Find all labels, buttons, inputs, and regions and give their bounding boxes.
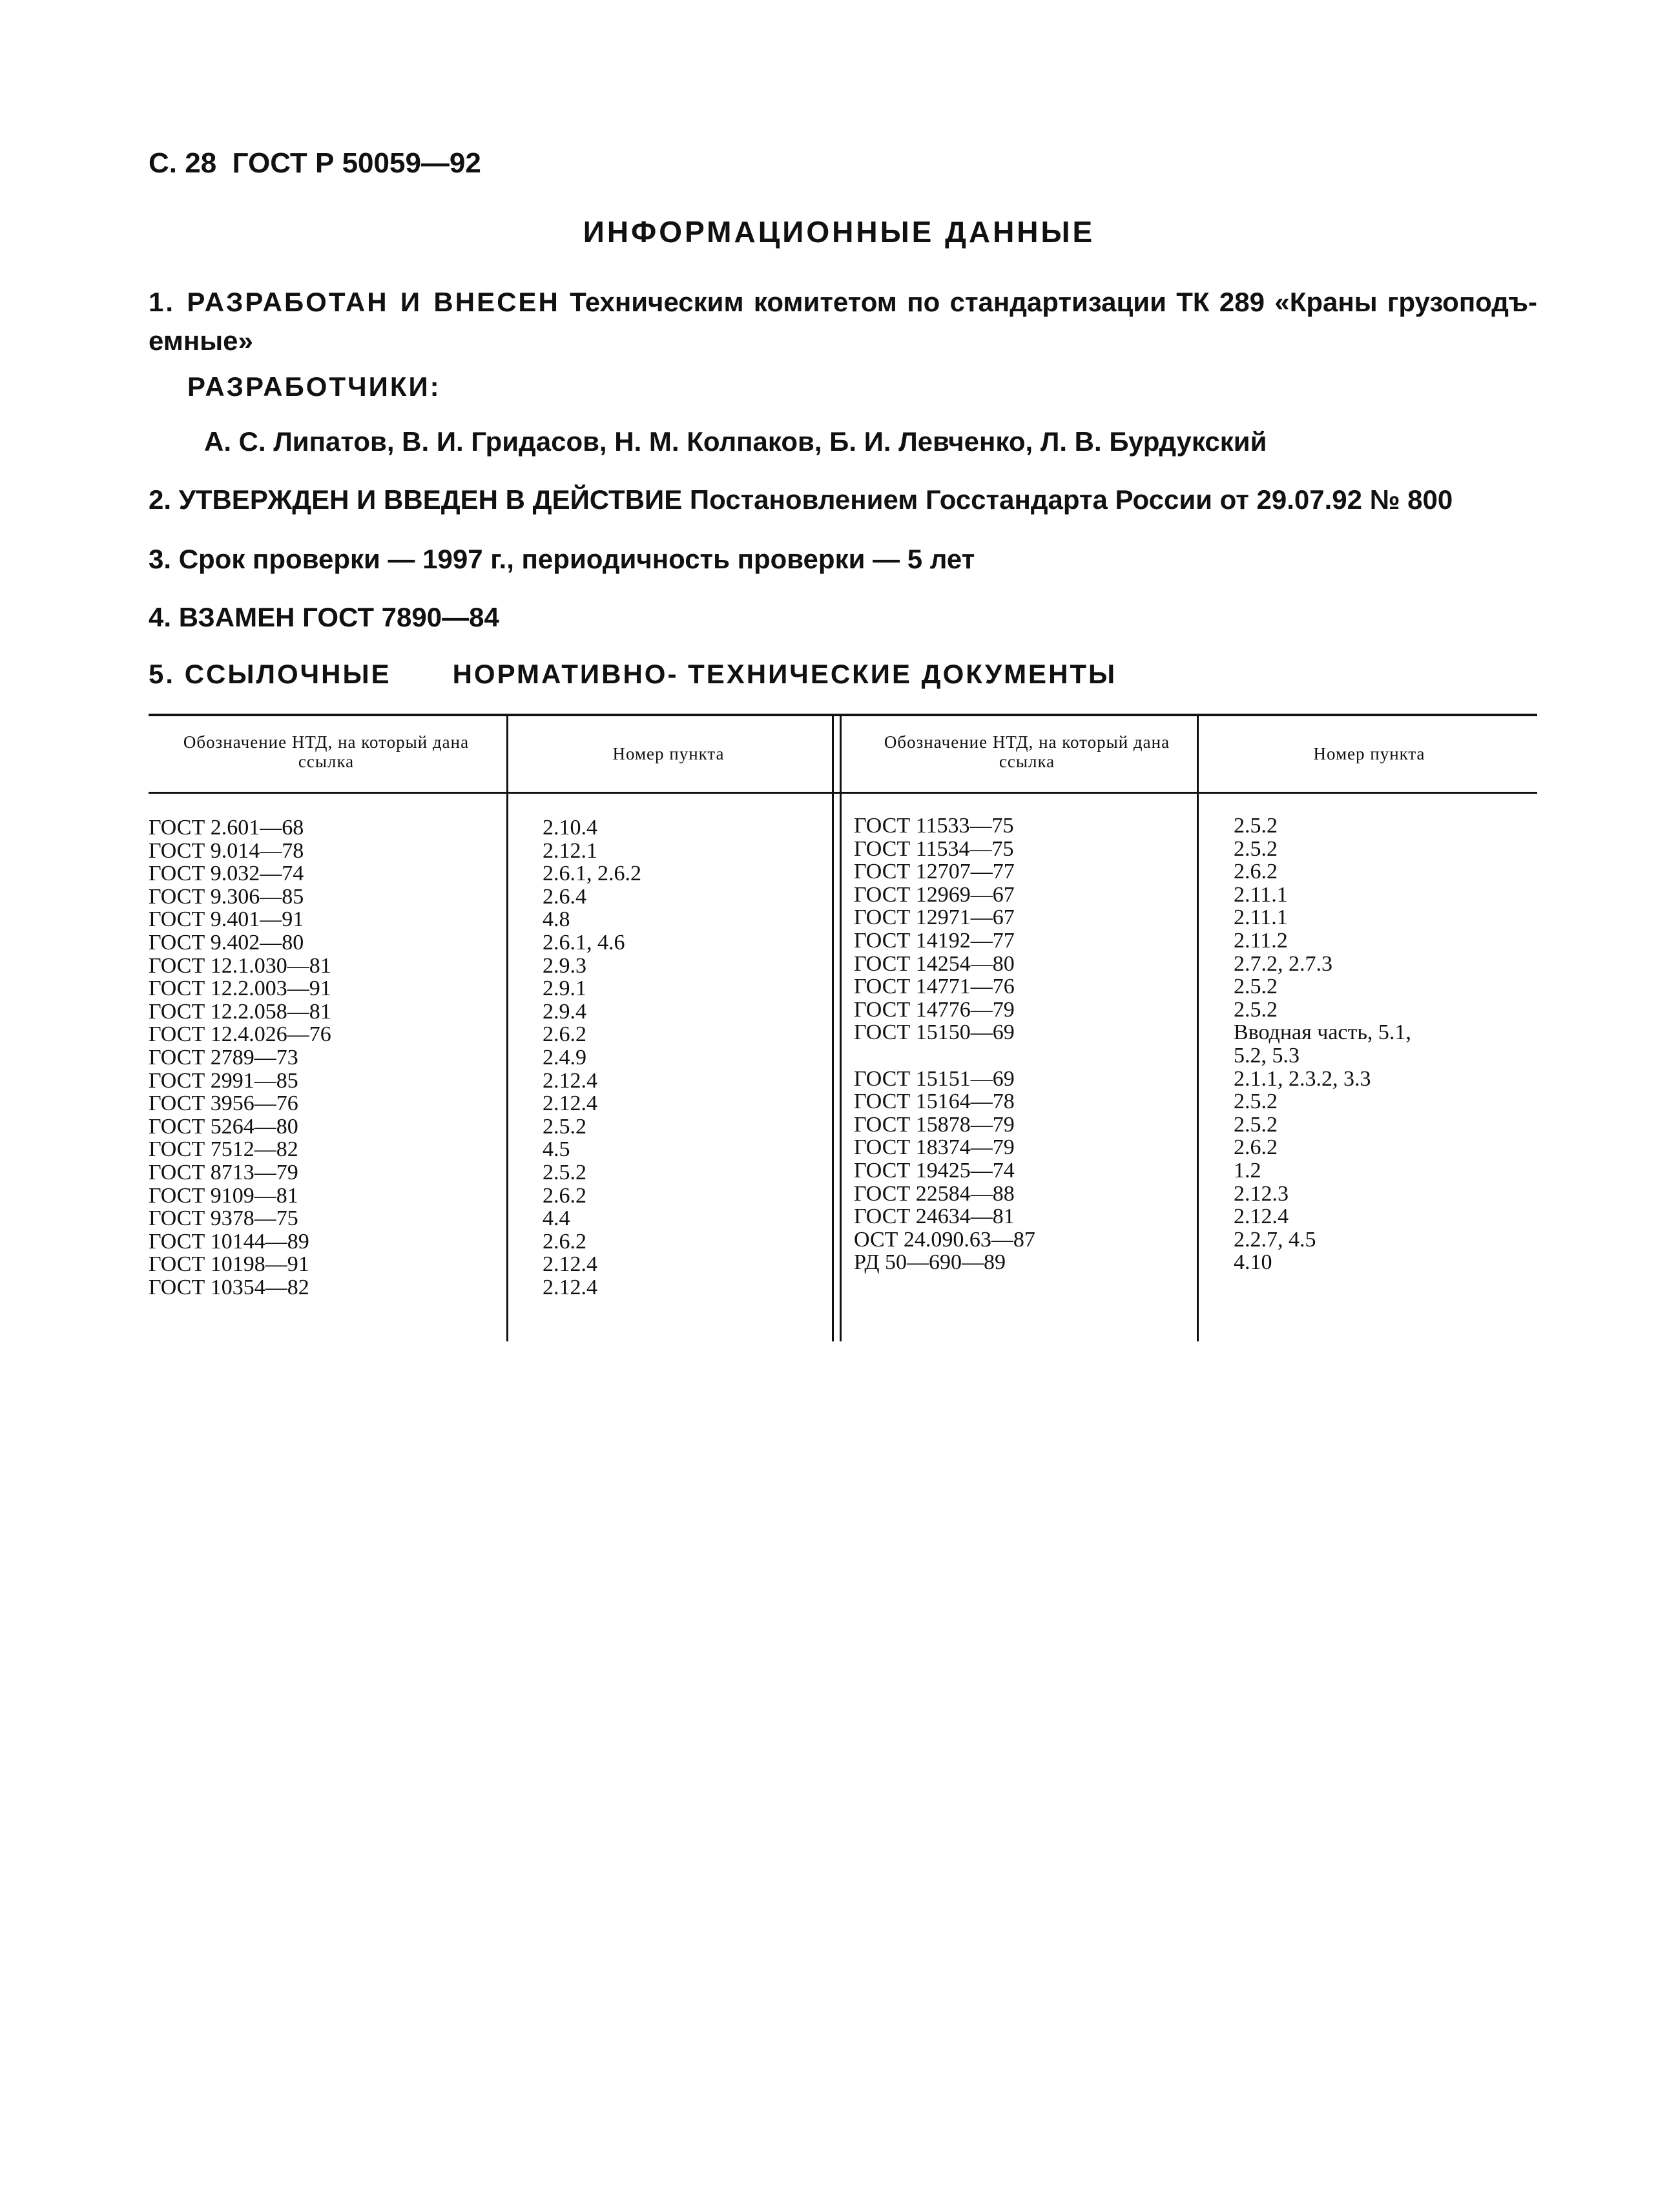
page-number: С. 28 xyxy=(149,147,217,179)
left-doc-column xyxy=(149,816,331,1299)
table-cell-item: 2.12.3 xyxy=(1234,1181,1289,1206)
table-cell-doc: ГОСТ 12971—67 xyxy=(854,905,1015,930)
table-cell-item: 2.5.2 xyxy=(543,1160,586,1184)
table-cell-doc: ГОСТ 11533—75 xyxy=(854,814,1014,838)
table-cell-item: 2.5.2 xyxy=(1234,1090,1278,1114)
table-cell-item: 2.6.1, 4.6 xyxy=(543,930,625,955)
left-item-column xyxy=(543,816,641,1299)
table-cell-item: 2.6.2 xyxy=(543,1022,586,1047)
table-header-item-right: Номер пункта xyxy=(1313,744,1425,763)
table-cell-doc: ГОСТ 12.4.026—76 xyxy=(149,1022,331,1047)
table-cell-item: 2.9.4 xyxy=(543,999,586,1024)
table-cell-doc xyxy=(854,1044,1035,1068)
right-doc-column xyxy=(854,814,1035,1274)
table-cell-item: 2.12.4 xyxy=(543,1252,597,1277)
table-cell-item: 2.5.2 xyxy=(1234,975,1278,999)
page-header xyxy=(149,147,481,180)
table-cell-doc: ГОСТ 14771—76 xyxy=(854,975,1015,999)
table-cell-item: 2.12.4 xyxy=(543,1068,597,1093)
table-cell-doc: ГОСТ 2.601—68 xyxy=(149,816,304,840)
table-cell-doc: ГОСТ 9.402—80 xyxy=(149,930,304,955)
table-cell-doc: ГОСТ 5264—80 xyxy=(149,1114,298,1139)
table-cell-doc: ГОСТ 14254—80 xyxy=(854,951,1015,976)
table-cell-item: 2.5.2 xyxy=(1234,814,1278,838)
item-approved-lead: 2. УТВЕРЖДЕН И ВВЕДЕН В ДЕЙСТВИЕ xyxy=(149,484,683,515)
table-cell-item: 2.4.9 xyxy=(543,1045,586,1070)
table-header-doc-right: Обозначение НТД, на который дана ссылка xyxy=(884,732,1170,771)
table-cell-item: 2.7.2, 2.7.3 xyxy=(1234,951,1332,976)
item-approved xyxy=(149,484,1453,515)
table-cell-item: 2.1.1, 2.3.2, 3.3 xyxy=(1234,1066,1371,1091)
page-title: ИНФОРМАЦИОННЫЕ ДАННЫЕ xyxy=(583,215,1095,249)
table-cell-doc: ГОСТ 22584—88 xyxy=(854,1181,1015,1206)
table-cell-item: 2.5.2 xyxy=(543,1114,586,1139)
table-cell-doc: ГОСТ 9109—81 xyxy=(149,1183,298,1208)
table-cell-doc: РД 50—690—89 xyxy=(854,1250,1006,1275)
table-double-divider-a xyxy=(832,716,834,1341)
table-cell-item: 2.10.4 xyxy=(543,816,597,840)
table-cell-doc: ГОСТ 2991—85 xyxy=(149,1068,298,1093)
table-cell-item: Вводная часть, 5.1, xyxy=(1234,1020,1411,1045)
table-cell-item: 2.11.1 xyxy=(1234,882,1288,907)
table-top-rule xyxy=(149,714,1537,716)
table-cell-doc: ГОСТ 2789—73 xyxy=(149,1045,298,1070)
table-cell-item: 5.2, 5.3 xyxy=(1234,1043,1300,1068)
table-cell-doc: ГОСТ 9.401—91 xyxy=(149,907,304,932)
table-cell-doc: ГОСТ 15878—79 xyxy=(854,1112,1015,1137)
table-cell-doc: ГОСТ 12.2.003—91 xyxy=(149,977,331,1001)
table-cell-item: 2.12.4 xyxy=(543,1275,597,1299)
table-divider xyxy=(1197,716,1199,1341)
table-cell-doc: ГОСТ 15150—69 xyxy=(854,1020,1015,1045)
standard-code: ГОСТ Р 50059—92 xyxy=(232,147,481,179)
table-cell-item: 2.12.4 xyxy=(543,1091,597,1116)
table-cell-item: 1.2 xyxy=(1234,1158,1261,1183)
item-references-title: НОРМАТИВНО- ТЕХНИЧЕСКИЕ ДОКУМЕНТЫ xyxy=(452,659,1117,689)
table-cell-item: 2.6.2 xyxy=(1234,1135,1278,1160)
table-header-item-left: Номер пункта xyxy=(612,744,725,763)
table-divider xyxy=(506,716,508,1341)
item-developed xyxy=(149,283,1537,360)
table-cell-item: 2.6.2 xyxy=(543,1229,586,1254)
item-references-number: 5. ССЫЛОЧНЫЕ xyxy=(149,659,391,689)
table-cell-item: 2.9.3 xyxy=(543,953,586,978)
table-cell-doc: ГОСТ 19425—74 xyxy=(854,1158,1015,1183)
table-cell-doc: ГОСТ 7512—82 xyxy=(149,1137,298,1162)
table-cell-item: 2.11.2 xyxy=(1234,928,1288,953)
table-cell-doc: ГОСТ 11534—75 xyxy=(854,836,1014,861)
table-cell-doc: ГОСТ 10144—89 xyxy=(149,1229,309,1254)
table-cell-doc: ГОСТ 24634—81 xyxy=(854,1204,1015,1229)
item-approved-text: Постановлением Госстандарта России от 29.07.92 № 800 xyxy=(689,484,1453,515)
table-cell-item: 4.10 xyxy=(1234,1250,1272,1275)
item-developed-lead: 1. РАЗРАБОТАН И ВНЕСЕН xyxy=(149,287,560,317)
table-cell-doc: ГОСТ 3956—76 xyxy=(149,1091,298,1116)
right-item-column xyxy=(1234,814,1411,1274)
table-cell-item: 2.9.1 xyxy=(543,977,586,1001)
table-cell-item: 2.5.2 xyxy=(1234,997,1278,1022)
table-cell-item: 2.6.1, 2.6.2 xyxy=(543,862,641,886)
table-cell-doc: ГОСТ 9.014—78 xyxy=(149,838,304,863)
table-cell-item: 2.5.2 xyxy=(1234,836,1278,861)
table-cell-item: 2.2.7, 4.5 xyxy=(1234,1227,1316,1252)
developers-names: А. С. Липатов, В. И. Гридасов, Н. М. Колпаков, Б. И. Левченко, Л. В. Бурдукский xyxy=(204,426,1267,457)
table-cell-doc: ОСТ 24.090.63—87 xyxy=(854,1227,1035,1252)
table-cell-doc: ГОСТ 14776—79 xyxy=(854,997,1015,1022)
item-references xyxy=(149,659,1117,690)
table-cell-item: 2.6.4 xyxy=(543,884,586,909)
item-review-period: 3. Срок проверки — 1997 г., периодичность проверки — 5 лет xyxy=(149,544,975,574)
table-cell-item: 2.12.4 xyxy=(1234,1204,1289,1229)
item-replaces: 4. ВЗАМЕН ГОСТ 7890—84 xyxy=(149,602,499,632)
table-header-rule xyxy=(149,792,1537,794)
table-cell-doc: ГОСТ 15151—69 xyxy=(854,1066,1015,1091)
table-cell-doc: ГОСТ 18374—79 xyxy=(854,1135,1015,1160)
table-cell-item: 4.8 xyxy=(543,907,570,932)
table-cell-doc: ГОСТ 10354—82 xyxy=(149,1275,309,1299)
table-cell-item: 2.6.2 xyxy=(543,1183,586,1208)
table-cell-doc: ГОСТ 8713—79 xyxy=(149,1160,298,1184)
table-double-divider-b xyxy=(840,716,842,1341)
item-developed-text: Техническим комитетом по стандартизации ТК 289 «Краны грузоподъ-емные» xyxy=(149,287,1537,356)
table-cell-doc: ГОСТ 9378—75 xyxy=(149,1206,298,1231)
table-cell-doc: ГОСТ 12.1.030—81 xyxy=(149,953,331,978)
table-cell-item: 4.5 xyxy=(543,1137,570,1162)
table-cell-doc: ГОСТ 12969—67 xyxy=(854,882,1015,907)
table-cell-doc: ГОСТ 12707—77 xyxy=(854,860,1015,884)
table-cell-item: 4.4 xyxy=(543,1206,570,1231)
table-header-doc-left: Обозначение НТД, на который дана ссылка xyxy=(183,732,470,771)
table-cell-item: 2.11.1 xyxy=(1234,905,1288,930)
table-cell-item: 2.12.1 xyxy=(543,838,597,863)
table-cell-item: 2.6.2 xyxy=(1234,860,1278,884)
table-cell-doc: ГОСТ 14192—77 xyxy=(854,928,1015,953)
table-cell-item: 2.5.2 xyxy=(1234,1112,1278,1137)
table-cell-doc: ГОСТ 9.306—85 xyxy=(149,884,304,909)
table-cell-doc: ГОСТ 15164—78 xyxy=(854,1090,1015,1114)
table-cell-doc: ГОСТ 12.2.058—81 xyxy=(149,999,331,1024)
table-cell-doc: ГОСТ 9.032—74 xyxy=(149,862,304,886)
table-cell-doc: ГОСТ 10198—91 xyxy=(149,1252,309,1277)
developers-title: РАЗРАБОТЧИКИ: xyxy=(187,371,441,402)
